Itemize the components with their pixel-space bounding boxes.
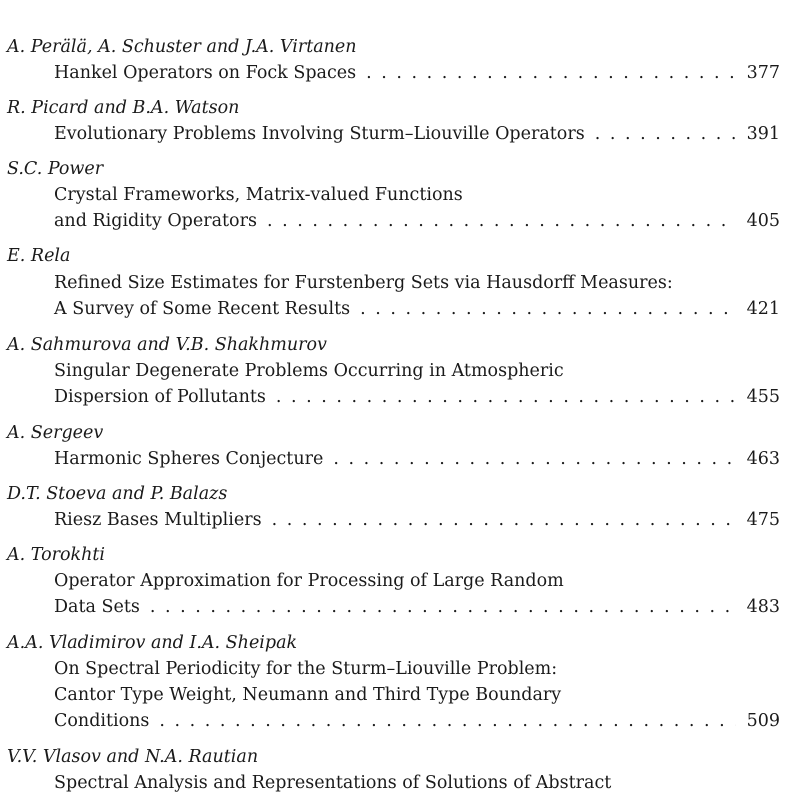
toc-title-line (54, 710, 780, 732)
toc-title-line (54, 386, 780, 408)
toc-title-line: Operator Approximation for Processing of Large Random (54, 571, 564, 591)
toc-author: A.A. Vladimirov and I.A. Sheipak (7, 633, 298, 653)
toc-title-line (54, 210, 780, 232)
toc-author: A. Sergeev (7, 423, 104, 443)
leader-dots (272, 509, 736, 531)
toc-page-number: 405 (746, 211, 780, 231)
toc-page-number: 475 (746, 510, 780, 530)
toc-title-line (54, 123, 780, 145)
toc-title-text: Conditions (54, 711, 150, 731)
leader-dots (366, 62, 736, 84)
toc-title-line: Crystal Frameworks, Matrix-valued Functions (54, 185, 463, 205)
toc-page-number: 509 (746, 711, 780, 731)
toc-author: A. Torokhti (7, 545, 106, 565)
toc-title-line (54, 596, 780, 618)
toc-title-line: Refined Size Estimates for Furstenberg Sets via Hausdorff Measures: (54, 273, 673, 293)
toc-author: V.V. Vlasov and N.A. Rautian (7, 747, 259, 767)
toc-page-number: 391 (746, 124, 780, 144)
toc-title-line: Cantor Type Weight, Neumann and Third Type Boundary (54, 685, 562, 705)
toc-author: A. Perälä, A. Schuster and J.A. Virtanen (7, 37, 357, 57)
toc-title-text: A Survey of Some Recent Results (54, 299, 351, 319)
toc-title-line (54, 298, 780, 320)
toc-title-line: Spectral Analysis and Representations of Solutions of Abstract (54, 773, 612, 793)
toc-title-text: and Rigidity Operators (54, 211, 257, 231)
toc-page-number: 455 (746, 387, 780, 407)
toc-author: D.T. Stoeva and P. Balazs (7, 484, 228, 504)
toc-title-line: Singular Degenerate Problems Occurring in Atmospheric (54, 361, 564, 381)
toc-author: R. Picard and B.A. Watson (7, 98, 240, 118)
toc-page-number: 483 (746, 597, 780, 617)
leader-dots (159, 710, 736, 732)
toc-title-text: Dispersion of Pollutants (54, 387, 266, 407)
toc-page-number: 463 (746, 449, 780, 469)
toc-page-number: 421 (746, 299, 780, 319)
toc-title-line (54, 62, 780, 84)
toc-title-text: Hankel Operators on Fock Spaces (54, 63, 357, 83)
toc-page-number: 377 (746, 63, 780, 83)
leader-dots (150, 596, 736, 618)
leader-dots (267, 210, 736, 232)
toc-title-text: Riesz Bases Multipliers (54, 510, 262, 530)
toc-author: S.C. Power (7, 159, 104, 179)
toc-title-line (54, 448, 780, 470)
leader-dots (595, 123, 736, 145)
toc-title-text: Evolutionary Problems Involving Sturm–Liouville Operators (54, 124, 585, 144)
toc-author: A. Sahmurova and V.B. Shakhmurov (7, 335, 327, 355)
toc-title-text: Harmonic Spheres Conjecture (54, 449, 324, 469)
leader-dots (333, 448, 736, 470)
toc-title-line (54, 509, 780, 531)
leader-dots (276, 386, 736, 408)
toc-title-text: Data Sets (54, 597, 140, 617)
leader-dots (360, 298, 736, 320)
toc-author: E. Rela (7, 246, 71, 266)
toc-title-line: On Spectral Periodicity for the Sturm–Liouville Problem: (54, 659, 558, 679)
